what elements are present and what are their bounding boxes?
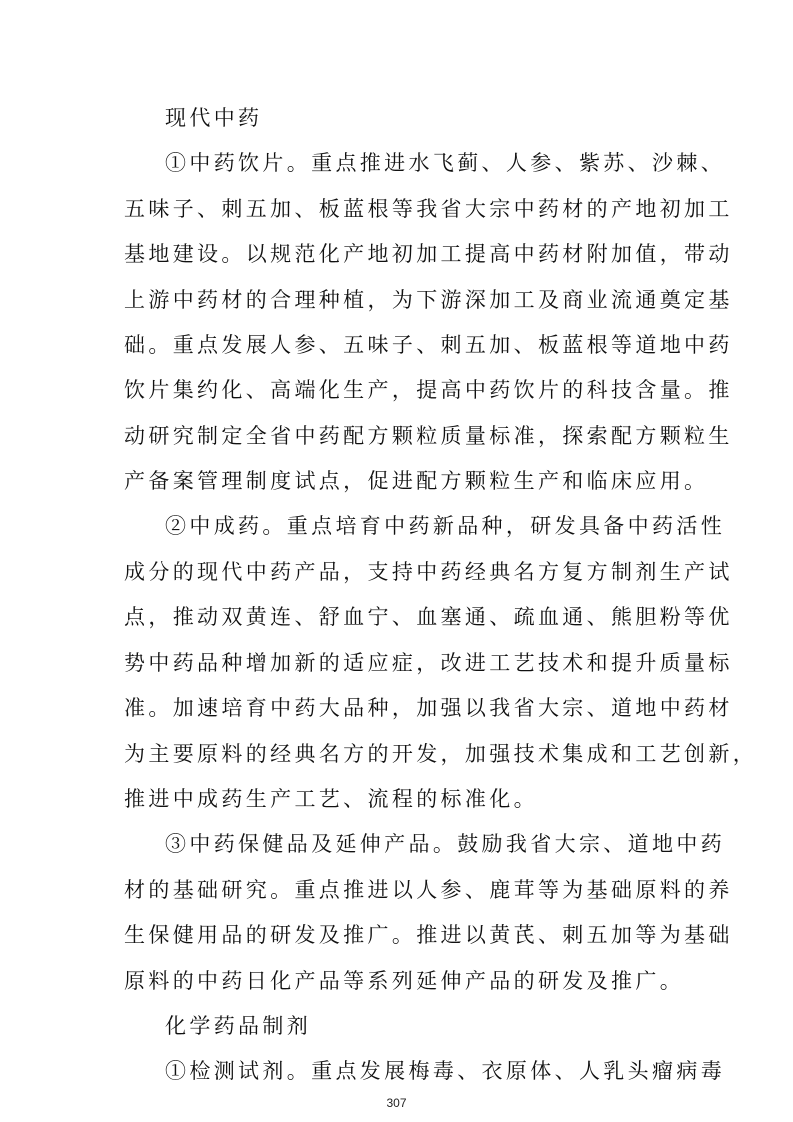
paragraph-line: 基地建设。以规范化产地初加工提高中药材附加值，带动 — [124, 242, 733, 266]
paragraph-line: 原料的中药日化产品等系列延伸产品的研发及推广。 — [124, 969, 685, 993]
paragraph-line: 饮片集约化、高端化生产，提高中药饮片的科技含量。推 — [124, 378, 733, 402]
paragraph-line: 成分的现代中药产品，支持中药经典名方复方制剂生产试 — [124, 560, 733, 584]
paragraph-line: 五味子、刺五加、板蓝根等我省大宗中药材的产地初加工 — [124, 197, 733, 221]
paragraph-line: 为主要原料的经典名方的开发，加强技术集成和工艺创新， — [124, 742, 758, 766]
paragraph-line: 点，推动双黄连、舒血宁、血塞通、疏血通、熊胆粉等优 — [124, 605, 733, 629]
paragraph-line: 推进中成药生产工艺、流程的标准化。 — [124, 787, 538, 811]
page-number: 307 — [386, 1096, 407, 1110]
paragraph-line: 动研究制定全省中药配方颗粒质量标准，探索配方颗粒生 — [124, 424, 733, 448]
paragraph-line: ②中成药。重点培育中药新品种，研发具备中药活性 — [165, 514, 726, 538]
paragraph-line: ③中药保健品及延伸产品。鼓励我省大宗、道地中药 — [165, 832, 726, 856]
paragraph-line: 产备案管理制度试点，促进配方颗粒生产和临床应用。 — [124, 469, 709, 493]
paragraph-line: ①检测试剂。重点发展梅毒、衣原体、人乳头瘤病毒 — [165, 1059, 726, 1083]
paragraph-line: 础。重点发展人参、五味子、刺五加、板蓝根等道地中药 — [124, 333, 733, 357]
paragraph-line: 生保健用品的研发及推广。推进以黄芪、刺五加等为基础 — [124, 923, 733, 947]
section-heading-modern-tcm: 现代中药 — [165, 106, 263, 130]
paragraph-line: ①中药饮片。重点推进水飞蓟、人参、紫苏、沙棘、 — [165, 151, 726, 175]
paragraph-line: 势中药品种增加新的适应症，改进工艺技术和提升质量标 — [124, 651, 733, 675]
paragraph-line: 材的基础研究。重点推进以人参、鹿茸等为基础原料的养 — [124, 878, 733, 902]
paragraph-line: 上游中药材的合理种植，为下游深加工及商业流通奠定基 — [124, 288, 733, 312]
section-heading-chemical-drugs: 化学药品制剂 — [165, 1014, 312, 1038]
paragraph-line: 准。加速培育中药大品种，加强以我省大宗、道地中药材 — [124, 696, 733, 720]
